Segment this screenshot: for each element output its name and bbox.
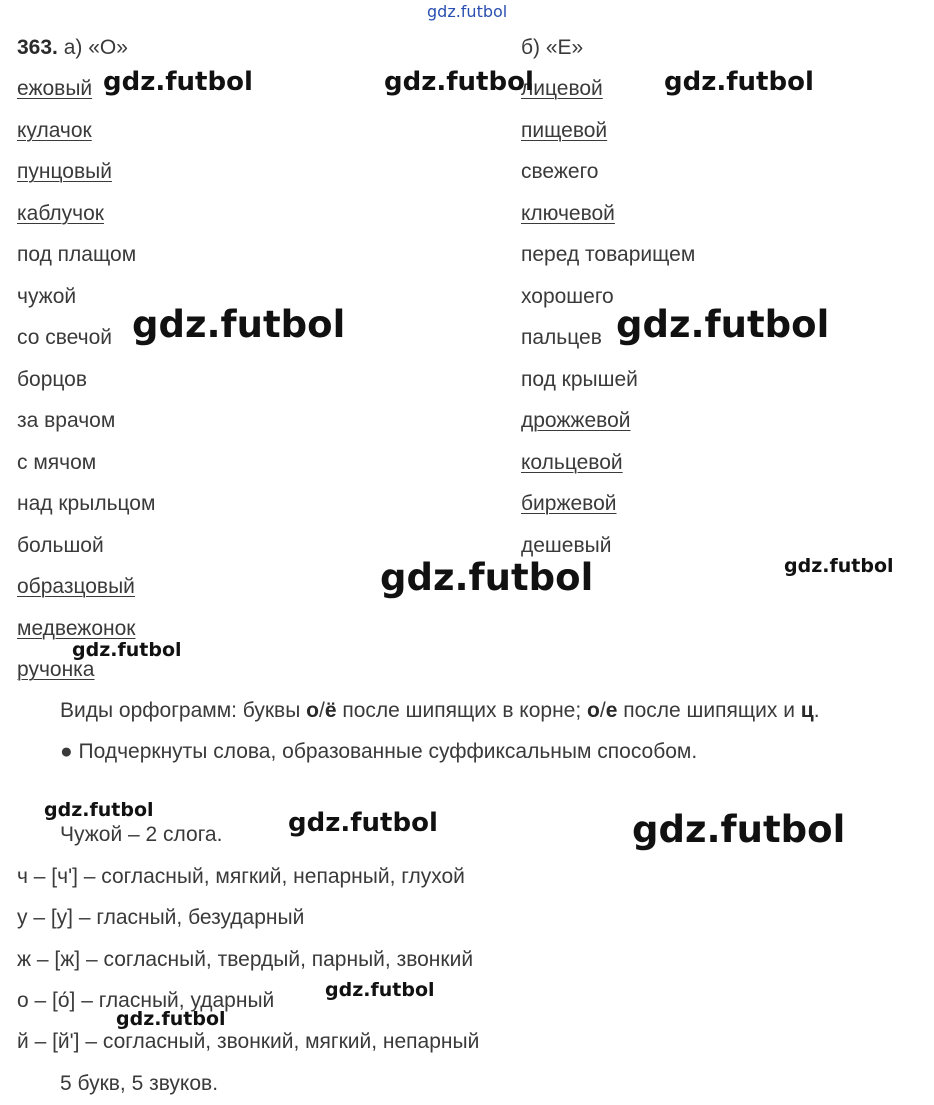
bullet-note: ● Подчеркнуты слова, образованные суффиксальным способом.	[60, 740, 698, 763]
word-item-b: ключевой	[521, 201, 615, 225]
note-bold: е	[605, 699, 618, 722]
word-item-a: ручонка	[17, 658, 95, 681]
phonetic-summary: 5 букв, 5 звуков.	[60, 1072, 219, 1095]
word-item-b: дешевый	[521, 533, 612, 557]
note-text: /	[318, 699, 325, 722]
word-item-b: кольцевой	[521, 450, 623, 474]
phonetic-line: о – [о́] – гласный, ударный	[17, 989, 275, 1012]
word-item-b: лицевой	[521, 77, 603, 100]
watermark: gdz.futbol	[384, 67, 534, 97]
word-item-b: свежего	[521, 160, 599, 183]
word-item-a: с мячом	[17, 450, 97, 474]
word-item-a: образцовый	[17, 575, 135, 598]
watermark: gdz.futbol	[616, 303, 830, 346]
word-item-a: кулачок	[17, 118, 92, 142]
phonetic-line: й – [й'] – согласный, звонкий, мягкий, непарный	[17, 1030, 480, 1053]
note-text: /	[599, 699, 606, 722]
watermark: gdz.futbol	[288, 808, 438, 838]
phonetic-title: Чужой – 2 слога.	[60, 823, 223, 846]
note-bold: о	[587, 699, 600, 722]
phonetic-line: у – [у] – гласный, безударный	[17, 906, 305, 929]
orthogram-note	[60, 699, 820, 723]
word-item-b: биржевой	[521, 492, 617, 515]
watermark: gdz.futbol	[103, 67, 253, 97]
note-bold: о	[306, 699, 319, 722]
note-text: .	[813, 699, 820, 722]
note-text: после шипящих в корне;	[336, 699, 588, 722]
watermark: gdz.futbol	[632, 808, 846, 851]
watermark: gdz.futbol	[116, 1008, 226, 1030]
word-item-b: дрожжевой	[521, 409, 631, 432]
exercise-header	[17, 36, 128, 60]
header-watermark: gdz.futbol	[427, 2, 508, 21]
word-item-a: над крыльцом	[17, 492, 156, 515]
word-item-b: перед товарищем	[521, 243, 696, 266]
word-item-a: борцов	[17, 367, 88, 391]
watermark: gdz.futbol	[44, 799, 154, 821]
word-item-a: за врачом	[17, 409, 116, 432]
phonetic-line: ж – [ж] – согласный, твердый, парный, звонкий	[17, 948, 474, 971]
word-item-a: пунцовый	[17, 160, 112, 183]
watermark: gdz.futbol	[72, 639, 182, 661]
word-item-b: пищевой	[521, 118, 608, 142]
watermark: gdz.futbol	[380, 556, 594, 599]
note-text: после шипящих и	[617, 699, 801, 722]
word-item-a: под плащом	[17, 243, 137, 266]
word-item-a: ежовый	[17, 77, 93, 100]
column-a-title: а) «О»	[63, 36, 128, 59]
note-bold: ц	[800, 699, 814, 722]
watermark: gdz.futbol	[664, 67, 814, 97]
word-item-b: под крышей	[521, 367, 638, 391]
word-item-a: каблучок	[17, 201, 104, 225]
word-item-a: медвежонок	[17, 616, 136, 640]
word-item-b: пальцев	[521, 326, 602, 349]
watermark: gdz.futbol	[784, 555, 894, 577]
watermark: gdz.futbol	[325, 979, 435, 1001]
word-item-a: чужой	[17, 284, 77, 308]
watermark: gdz.futbol	[132, 303, 346, 346]
phonetic-line: ч – [ч'] – согласный, мягкий, непарный, глухой	[17, 865, 465, 888]
note-text: Виды орфограмм: буквы	[60, 699, 307, 722]
word-item-b: хорошего	[521, 284, 614, 308]
word-item-a: большой	[17, 533, 104, 557]
word-item-a: со свечой	[17, 326, 113, 349]
exercise-number: 363.	[17, 36, 58, 59]
column-b-title: б) «Е»	[521, 36, 584, 59]
note-bold: ё	[324, 699, 337, 722]
